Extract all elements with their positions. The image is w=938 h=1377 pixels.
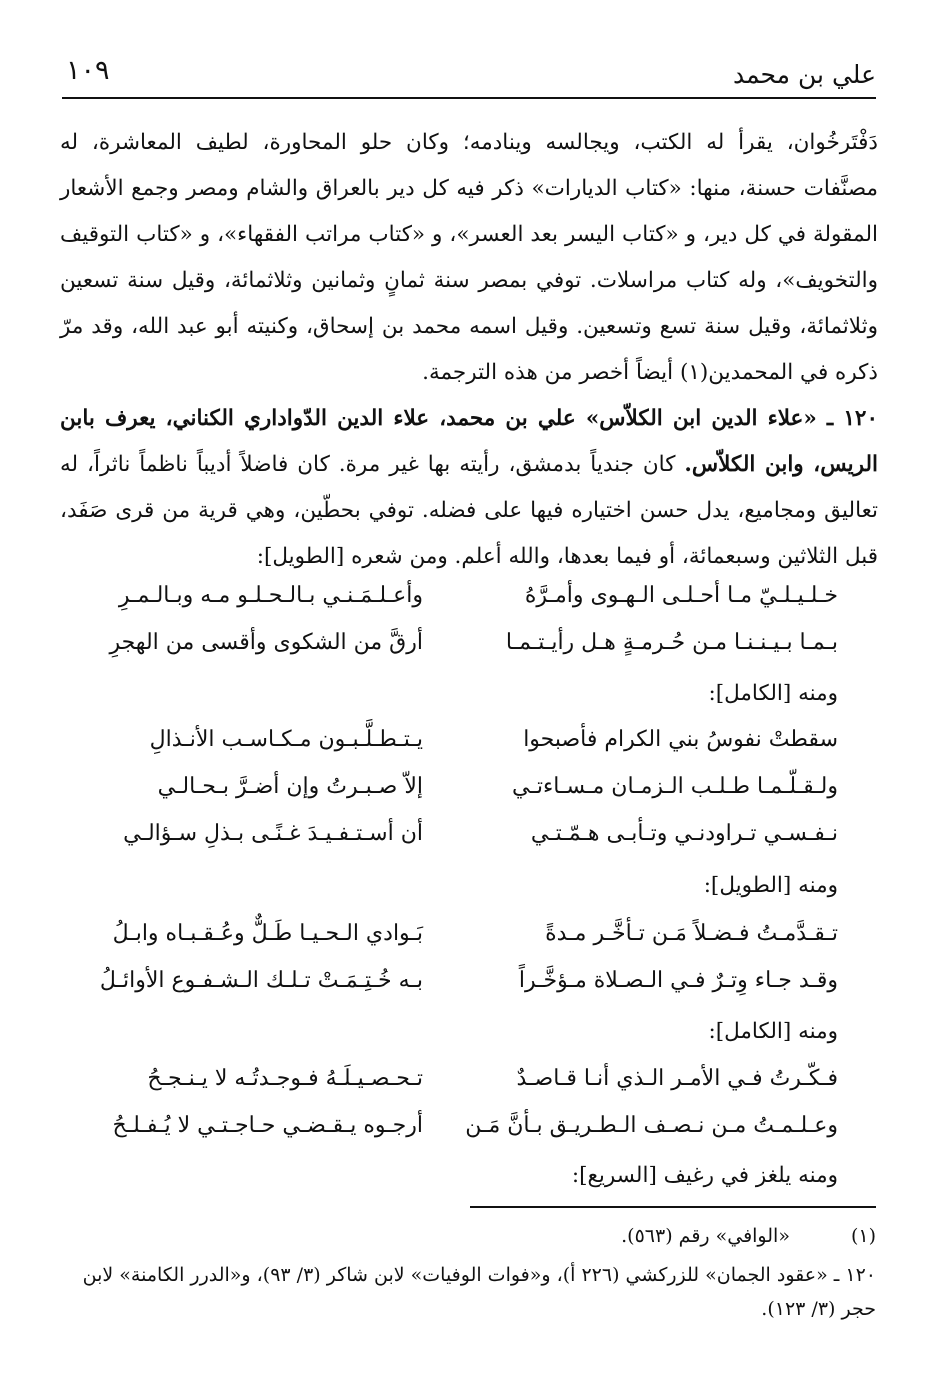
verse (60, 572, 878, 619)
footnote (56, 1219, 876, 1253)
poem-intro: ومنه [الطويل]: (703, 873, 838, 898)
main-text (60, 120, 878, 580)
footnote-text: «عقود الجمان» للزركشي (٢٢٦ أ)، و«فوات الوفيات» لابن شاكر (٣/ ٩٣)، و«الدرر الكامنة» لابن حجر (٣/ ١٢٣). (82, 1264, 876, 1320)
verse-first-hemistich: تـقـدَّمـتُ فـضـلاً مَـن تـأخَّـر مـدةً (545, 921, 838, 946)
entry-paragraph (60, 396, 878, 580)
footnote-divider (470, 1206, 876, 1208)
entry-heading: ١٢٠ ـ «علاء الدين ابن الكلاّس» علي بن محمد، علاء الدين الدّواداري الكناني، يعرف بابن الريس، وابن الكلاّس. (60, 406, 879, 477)
verse (60, 1055, 878, 1102)
poem-intro: ومنه [الكامل]: (708, 1019, 838, 1044)
verse-second-hemistich: تـحـصـيـلَـهُ فـوجـدتُـه لا يـنـجـحُ (147, 1066, 423, 1091)
verse-first-hemistich: وعـلـمـتُ مـن نـصـف الـطـريـق بـأنَّ مَـن (465, 1113, 838, 1138)
verse-second-hemistich: يـتـطـلَّـبـون مـكـاسـب الأنـذالِ (149, 727, 423, 752)
verse-second-hemistich: إلاّ صـبـرتُ وإن أضـرَّ بـحـالـي (157, 774, 423, 799)
verse-first-hemistich: نـفـسـي تـراودنـي وتـأبـى هـمّـتـي (530, 821, 838, 846)
verse-second-hemistich: أرجـوه يـقـضـي حـاجـتـي لا يُـفـلـحُ (112, 1113, 423, 1138)
verse-second-hemistich: بـه خُـتِـمَـتْ تـلـك الـشـفـوع الأوائـلُ (99, 968, 423, 993)
paragraph: دَفْتَرخُوان، يقرأ له الكتب، ويجالسه وينادمه؛ وكان حلو المحاورة، لطيف المعاشرة، له مصنَّفات حسنة، منها: «كتاب الديارات» ذكر فيه كل دير بالعراق والشام ومصر وجمع الأشعار المقولة في كل دير، و «كتاب اليسر بعد العسر»، و «كتاب مراتب الفقهاء»، و «كتاب التوقيف والتخويف»، وله كتاب مراسلات. توفي بمصر سنة ثمانٍ وثمانين وثلاثمائة، وقيل سنة تسعين وثلاثمائة، وقيل سنة تسع وتسعين. وقيل اسمه محمد بن إسحاق، وكنيته أبو عبد الله، وقد مرّ ذكره في المحمدين(١) أيضاً أخصر من هذه الترجمة. (60, 130, 878, 385)
verse-first-hemistich: سقطتْ نفوسُ بني الكرام فأصبحوا (523, 727, 838, 752)
verse (60, 957, 878, 1004)
footnote-mark: ١٢٠ ـ (833, 1264, 876, 1286)
verse-first-hemistich: ولـقـلّـمـا طـلـب الـزمـان مـسـاءتـي (512, 774, 838, 799)
poem (60, 1055, 878, 1149)
verse-second-hemistich: أرقَّ من الشكوى وأقسى من الهجرِ (109, 630, 423, 655)
verse (60, 810, 878, 857)
verse (60, 619, 878, 666)
verse (60, 716, 878, 763)
verse-first-hemistich: فـكّـرتُ فـي الأمـر الـذي أنـا قـاصـدٌ (516, 1066, 838, 1091)
header-divider (62, 97, 876, 99)
entry-text: كان جندياً بدمشق، رأيته بها غير مرة. كان فاضلاً أديباً ناظماً ناثراً، له تعاليق ومجاميع، يدل حسن اختياره فيها على فضله. توفي بحطّين، وهي قرية من قرى صَفَد، قبل الثلاثين وسبعمائة، أو فيما بعدها، والله أعلم. ومن شعره [الطويل]: (60, 452, 878, 569)
verse (60, 1102, 878, 1149)
running-header-title: علي بن محمد (732, 60, 876, 89)
footnote (56, 1258, 876, 1326)
footnote-text: «الوافي» رقم (٥٦٣). (621, 1225, 790, 1247)
page-number: ١٠٩ (66, 55, 110, 86)
poem (60, 910, 878, 1004)
poem-intro: ومنه يلغز في رغيف [السريع]: (571, 1163, 838, 1188)
verse-first-hemistich: خـلـيـلـيّ مـا أحـلـى الـهـوى وأمـرَّهُ (524, 583, 838, 608)
verse-first-hemistich: وقـد جـاء وِتـرٌ فـي الـصـلاة مـؤخَّـراً (518, 968, 838, 993)
verse-first-hemistich: بـمـا بـيـنـنـا مـن حُـرمـةٍ هـل رأيـتـمـا (505, 630, 838, 655)
verse (60, 910, 878, 957)
footnote-mark: (١) (850, 1225, 876, 1247)
poem-intro: ومنه [الكامل]: (708, 681, 838, 706)
poem (60, 572, 878, 666)
verse-second-hemistich: بَـوادي الـحـيـا طَـلٌّ وعُـقـبـاه وابـلُ (112, 921, 423, 946)
verse (60, 763, 878, 810)
poem (60, 716, 878, 857)
verse-second-hemistich: وأعـلـمَـنـي بـالـحـلـو مـه وبـالـمـرِ (118, 583, 423, 608)
verse-second-hemistich: أن أسـتـفـيـدَ غـنًـى بـذلِ سـؤالـي (123, 821, 423, 846)
